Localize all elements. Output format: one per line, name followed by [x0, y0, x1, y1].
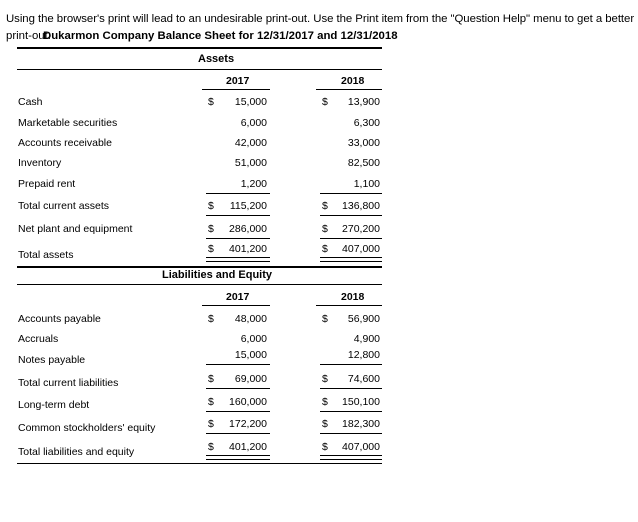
- value-2017: 15,000: [234, 96, 267, 108]
- assets-year-2017: 2017: [226, 75, 250, 87]
- value-2017: 172,200: [229, 418, 267, 430]
- value-2018: 12,800: [347, 349, 380, 361]
- currency-symbol-2018: $: [322, 96, 328, 108]
- value-2018: 4,900: [353, 333, 380, 345]
- total-double-underline-2017: [206, 455, 270, 460]
- row-label: Net plant and equipment: [18, 223, 133, 235]
- subtotal-underline-2017: [206, 411, 270, 412]
- value-2017: 160,000: [229, 396, 267, 408]
- value-2017: 51,000: [234, 157, 267, 169]
- assets-heading: Assets: [198, 53, 235, 65]
- total-double-underline-2017: [206, 257, 270, 262]
- currency-symbol-2018: $: [322, 418, 328, 430]
- currency-symbol-2017: $: [208, 396, 214, 408]
- currency-symbol-2017: $: [208, 373, 214, 385]
- value-2017: 15,000: [234, 349, 267, 361]
- row-label: Accounts payable: [18, 313, 101, 325]
- row-label: Common stockholders' equity: [18, 422, 156, 434]
- currency-symbol-2018: $: [322, 441, 328, 453]
- value-2017: 48,000: [234, 313, 267, 325]
- value-2017: 6,000: [240, 117, 267, 129]
- subtotal-underline-2018: [320, 193, 382, 194]
- value-2018: 1,100: [353, 178, 380, 190]
- subtotal-underline-2018: [320, 388, 382, 389]
- value-2017: 42,000: [234, 137, 267, 149]
- value-2018: 182,300: [342, 418, 380, 430]
- row-label: Inventory: [18, 157, 62, 169]
- value-2017: 1,200: [240, 178, 267, 190]
- currency-symbol-2018: $: [322, 223, 328, 235]
- value-2018: 6,300: [353, 117, 380, 129]
- liabilities-year-2018: 2018: [341, 291, 365, 303]
- print-warning-notice: Using the browser's print will lead to an undesirable print-out. Use the Print item from the "Question Help" menu to get a better: [6, 13, 635, 25]
- liabilities-2017-header-underline: [202, 305, 270, 306]
- value-2018: 407,000: [342, 441, 380, 453]
- subtotal-underline-2017: [206, 388, 270, 389]
- value-2018: 33,000: [347, 137, 380, 149]
- top-rule: [17, 47, 382, 49]
- subtotal-underline-2018: [320, 411, 382, 412]
- row-label: Accounts receivable: [18, 137, 112, 149]
- subtotal-underline-2018: [320, 238, 382, 239]
- subtotal-underline-2018: [320, 364, 382, 365]
- currency-symbol-2018: $: [322, 313, 328, 325]
- assets-year-2018: 2018: [341, 75, 365, 87]
- row-label: Total current liabilities: [18, 377, 119, 389]
- value-2017: 6,000: [240, 333, 267, 345]
- currency-symbol-2017: $: [208, 243, 214, 255]
- row-label: Total assets: [18, 249, 74, 261]
- row-label: Total current assets: [18, 200, 110, 212]
- subtotal-underline-2017: [206, 433, 270, 434]
- value-2017: 286,000: [229, 223, 267, 235]
- liabilities-heading-rule: [17, 284, 382, 285]
- assets-2017-header-underline: [202, 89, 270, 90]
- currency-symbol-2017: $: [208, 313, 214, 325]
- total-double-underline-2018: [320, 455, 382, 460]
- value-2018: 150,100: [342, 396, 380, 408]
- value-2018: 56,900: [347, 313, 380, 325]
- subtotal-underline-2017: [206, 193, 270, 194]
- balance-sheet-title: [6, 30, 398, 42]
- subtotal-underline-2017: [206, 238, 270, 239]
- total-double-underline-2018: [320, 257, 382, 262]
- subtotal-underline-2017: [206, 215, 270, 216]
- currency-symbol-2018: $: [322, 373, 328, 385]
- row-label: Accruals: [18, 333, 59, 345]
- currency-symbol-2018: $: [322, 396, 328, 408]
- value-2017: 401,200: [229, 441, 267, 453]
- assets-heading-rule: [17, 69, 382, 70]
- liabilities-year-2017: 2017: [226, 291, 250, 303]
- value-2017: 401,200: [229, 243, 267, 255]
- value-2018: 13,900: [347, 96, 380, 108]
- row-label: Cash: [18, 96, 43, 108]
- value-2018: 82,500: [347, 157, 380, 169]
- assets-bottom-rule: [17, 266, 382, 268]
- currency-symbol-2017: $: [208, 418, 214, 430]
- row-label: Notes payable: [18, 354, 86, 366]
- currency-symbol-2018: $: [322, 243, 328, 255]
- balance-sheet-title-text: Dukarmon Company Balance Sheet for 12/31/2017 and 12/31/2018: [43, 30, 398, 42]
- row-label: Marketable securities: [18, 117, 118, 129]
- bottom-rule: [17, 463, 382, 464]
- value-2018: 74,600: [347, 373, 380, 385]
- currency-symbol-2017: $: [208, 223, 214, 235]
- liabilities-2018-header-underline: [316, 305, 382, 306]
- value-2018: 407,000: [342, 243, 380, 255]
- subtotal-underline-2017: [206, 364, 270, 365]
- value-2018: 270,200: [342, 223, 380, 235]
- liabilities-heading: Liabilities and Equity: [162, 269, 273, 281]
- value-2017: 115,200: [229, 200, 267, 212]
- value-2018: 136,800: [342, 200, 380, 212]
- subtotal-underline-2018: [320, 433, 382, 434]
- currency-symbol-2017: $: [208, 200, 214, 212]
- currency-symbol-2017: $: [208, 96, 214, 108]
- row-label: Total liabilities and equity: [18, 446, 135, 458]
- value-2017: 69,000: [234, 373, 267, 385]
- assets-2018-header-underline: [316, 89, 382, 90]
- row-label: Prepaid rent: [18, 178, 76, 190]
- row-label: Long-term debt: [18, 399, 90, 411]
- currency-symbol-2018: $: [322, 200, 328, 212]
- subtotal-underline-2018: [320, 215, 382, 216]
- currency-symbol-2017: $: [208, 441, 214, 453]
- overprint-text: print-out.: [6, 30, 51, 42]
